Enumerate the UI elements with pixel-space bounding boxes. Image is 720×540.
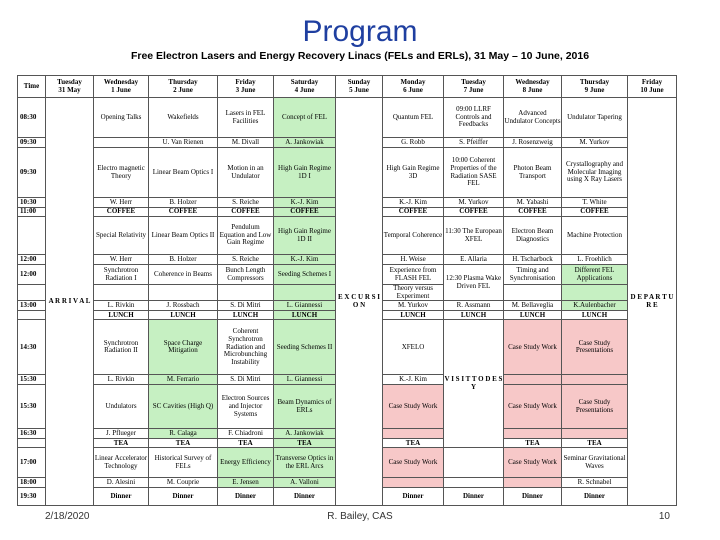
- time-cell: 15:30: [18, 385, 46, 429]
- visit-vertical-text: V I S I T T O D E S Y: [444, 375, 503, 391]
- speaker-cell: R. Schnabel: [562, 478, 628, 488]
- lecture-cell: Case Study Work: [504, 320, 562, 375]
- lecture-cell: Lasers in FEL Facilities: [218, 98, 274, 138]
- slot-row: [18, 98, 677, 138]
- empty-cell: [383, 429, 444, 439]
- time-cell: 09:30: [18, 148, 46, 198]
- speaker-cell: K.Aulenbacher: [562, 301, 628, 311]
- speaker-cell: K.-J. Kim: [274, 198, 336, 208]
- lecture-cell: Theory versus Experiment: [383, 285, 444, 301]
- speaker-cell: B. Holzer: [149, 255, 218, 265]
- lecture-cell: 12:30 Plasma Wake Driven FEL: [444, 265, 504, 301]
- time-cell: 15:30: [18, 375, 46, 385]
- lecture-cell: Crystallography and Molecular Imaging using X Ray Lasers: [562, 148, 628, 198]
- lecture-cell: Case Study Presentations: [562, 385, 628, 429]
- lecture-cell: Electron Sources and Injector Systems: [218, 385, 274, 429]
- coffee-cell: COFFEE: [444, 208, 504, 217]
- speaker-cell: L. Rivkin: [94, 301, 149, 311]
- speaker-cell: L. Giannessi: [274, 375, 336, 385]
- lecture-cell: Case Study Work: [504, 385, 562, 429]
- lecture-cell: Beam Dynamics of ERLs: [274, 385, 336, 429]
- coffee-cell: COFFEE: [504, 208, 562, 217]
- speaker-cell: J. Pflueger: [94, 429, 149, 439]
- dinner-cell: Dinner: [444, 488, 504, 506]
- program-subtitle: Free Electron Lasers and Energy Recovery Linacs (FELs and ERLs), 31 May – 10 June, 2016: [130, 50, 590, 62]
- lecture-cell: Temporal Coherence: [383, 217, 444, 255]
- lecture-cell: Historical Survey of FELs: [149, 448, 218, 478]
- arrival-vertical-text: A R R I V A L: [48, 296, 91, 305]
- time-cell: 08:30: [18, 98, 46, 138]
- lecture-cell: Opening Talks: [94, 98, 149, 138]
- coffee-cell: COFFEE: [149, 208, 218, 217]
- speaker-cell: S. Di Mitri: [218, 301, 274, 311]
- dinner-cell: Dinner: [562, 488, 628, 506]
- lecture-cell: Seeding Schemes I: [274, 265, 336, 285]
- speaker-cell: [94, 138, 149, 148]
- coffee-cell: COFFEE: [383, 208, 444, 217]
- lecture-cell: 10:00 Coherent Properties of the Radiation SASE FEL: [444, 148, 504, 198]
- speaker-cell: L. Giannessi: [274, 301, 336, 311]
- speaker-cell: K.-J. Kim: [383, 198, 444, 208]
- day-header: Friday 3 June: [218, 76, 274, 98]
- lecture-cell: Electro magnetic Theory: [94, 148, 149, 198]
- lecture-cell: Coherent Synchrotron Radiation and Microbunching Instability: [218, 320, 274, 375]
- day-header: Wednesday 1 June: [94, 76, 149, 98]
- slide-title: Program: [302, 15, 418, 48]
- lecture-cell: Photon Beam Transport: [504, 148, 562, 198]
- speaker-cell: J. Rossbach: [149, 301, 218, 311]
- lecture-cell: Machine Protection: [562, 217, 628, 255]
- lecture-cell: Case Study Work: [504, 448, 562, 478]
- empty-cell: [149, 285, 218, 301]
- speaker-cell: U. Van Rienen: [149, 138, 218, 148]
- lecture-cell: Coherence in Beams: [149, 265, 218, 285]
- tea-cell: TEA: [274, 439, 336, 448]
- lecture-cell: Experience from FLASH FEL: [383, 265, 444, 285]
- footer-date: 2/18/2020: [45, 511, 90, 522]
- speaker-cell: E. Allaria: [444, 255, 504, 265]
- lunch-cell: LUNCH: [149, 311, 218, 320]
- lecture-cell: Seeding Schemes II: [274, 320, 336, 375]
- lecture-cell: Synchrotron Radiation II: [94, 320, 149, 375]
- speaker-cell: S. Pfeiffer: [444, 138, 504, 148]
- speaker-cell: M. Yurkov: [444, 198, 504, 208]
- lecture-cell: Timing and Synchronisation: [504, 265, 562, 285]
- program-table-wrap: [17, 75, 676, 506]
- lecture-cell: Seminar Gravitational Waves: [562, 448, 628, 478]
- lecture-cell: Synchrotron Radiation I: [94, 265, 149, 285]
- lecture-cell: XFELO: [383, 320, 444, 375]
- speaker-cell: D. Alesini: [94, 478, 149, 488]
- lecture-cell: High Gain Regime 1D I: [274, 148, 336, 198]
- lecture-cell: Transverse Optics in the ERL Arcs: [274, 448, 336, 478]
- lunch-cell: LUNCH: [383, 311, 444, 320]
- speaker-cell: K.-J. Kim: [274, 255, 336, 265]
- coffee-cell: COFFEE: [274, 208, 336, 217]
- time-cell: 13:00: [18, 301, 46, 311]
- empty-cell: [218, 285, 274, 301]
- speaker-cell: L. Rivkin: [94, 375, 149, 385]
- coffee-cell: COFFEE: [562, 208, 628, 217]
- speaker-cell: E. Jensen: [218, 478, 274, 488]
- speaker-cell: A. Jankowiak: [274, 429, 336, 439]
- lecture-cell: Case Study Presentations: [562, 320, 628, 375]
- dinner-cell: Dinner: [504, 488, 562, 506]
- footer-page-number: 10: [658, 511, 670, 522]
- lecture-cell: Different FEL Applications: [562, 265, 628, 285]
- speaker-cell: G. Robb: [383, 138, 444, 148]
- speaker-cell: A. Jankowiak: [274, 138, 336, 148]
- program-table: [17, 75, 677, 506]
- dinner-cell: Dinner: [218, 488, 274, 506]
- time-cell: 09:30: [18, 138, 46, 148]
- time-cell: [18, 217, 46, 255]
- lecture-cell: Space Charge Mitigation: [149, 320, 218, 375]
- speaker-cell: W. Herr: [94, 255, 149, 265]
- tea-cell: TEA: [218, 439, 274, 448]
- speaker-cell: H. Tscharbock: [504, 255, 562, 265]
- empty-cell: [504, 478, 562, 488]
- speaker-cell: W. Herr: [94, 198, 149, 208]
- lecture-cell: Case Study Work: [383, 448, 444, 478]
- empty-cell: [504, 429, 562, 439]
- time-cell: 12:00: [18, 265, 46, 285]
- lecture-cell: Wakefields: [149, 98, 218, 138]
- time-cell: 12:00: [18, 255, 46, 265]
- empty-cell: [444, 478, 504, 488]
- speaker-cell: S. Reiche: [218, 198, 274, 208]
- empty-cell: [504, 375, 562, 385]
- speaker-cell: M. Ferrario: [149, 375, 218, 385]
- speaker-cell: R. Calaga: [149, 429, 218, 439]
- speaker-cell: M. Yurkov: [562, 138, 628, 148]
- lecture-cell: Linear Accelerator Technology: [94, 448, 149, 478]
- dinner-cell: Dinner: [94, 488, 149, 506]
- lecture-cell: Linear Beam Optics II: [149, 217, 218, 255]
- time-cell: 10:30: [18, 198, 46, 208]
- time-cell: [18, 311, 46, 320]
- empty-cell: [444, 448, 504, 478]
- lecture-cell: Energy Efficiency: [218, 448, 274, 478]
- lunch-cell: LUNCH: [504, 311, 562, 320]
- speaker-cell: F. Chiadroni: [218, 429, 274, 439]
- empty-cell: [562, 285, 628, 301]
- speaker-cell: H. Weise: [383, 255, 444, 265]
- lecture-cell: Quantum FEL: [383, 98, 444, 138]
- day-header: Monday 6 June: [383, 76, 444, 98]
- lunch-cell: LUNCH: [94, 311, 149, 320]
- lecture-cell: Pendulum Equation and Low Gain Regime: [218, 217, 274, 255]
- dinner-cell: Dinner: [149, 488, 218, 506]
- lecture-cell: Undulators: [94, 385, 149, 429]
- empty-cell: [562, 375, 628, 385]
- day-header: Tuesday 31 May: [46, 76, 94, 98]
- time-cell: 18:00: [18, 478, 46, 488]
- day-header: Sunday 5 June: [336, 76, 383, 98]
- lecture-cell: Case Study Work: [383, 385, 444, 429]
- speaker-cell: S. Di Mitri: [218, 375, 274, 385]
- departure-day-cell: [628, 98, 677, 506]
- header-row: [18, 76, 677, 98]
- speaker-cell: L. Froehlich: [562, 255, 628, 265]
- speaker-cell: J. Rosenzweig: [504, 138, 562, 148]
- time-cell: 17:00: [18, 448, 46, 478]
- speaker-cell: M. Yabashi: [504, 198, 562, 208]
- day-header: Thursday 2 June: [149, 76, 218, 98]
- day-header: Friday 10 June: [628, 76, 677, 98]
- speaker-cell: S. Reiche: [218, 255, 274, 265]
- tea-cell: TEA: [504, 439, 562, 448]
- lecture-cell: 09:00 LLRF Controls and Feedbacks: [444, 98, 504, 138]
- tea-cell: TEA: [562, 439, 628, 448]
- time-cell: 11:00: [18, 208, 46, 217]
- time-cell: [18, 285, 46, 301]
- speaker-cell: M. Divall: [218, 138, 274, 148]
- lecture-cell: High Gain Regime 1D II: [274, 217, 336, 255]
- tea-cell: TEA: [94, 439, 149, 448]
- lecture-cell: SC Cavities (High Q): [149, 385, 218, 429]
- excursion-vertical-text: E X C U R S I O N: [337, 293, 380, 309]
- visit-cell: [444, 320, 504, 448]
- tea-cell: TEA: [383, 439, 444, 448]
- day-header: Thursday 9 June: [562, 76, 628, 98]
- speaker-cell: A. Valloni: [274, 478, 336, 488]
- lecture-cell: Concept of FEL: [274, 98, 336, 138]
- empty-cell: [94, 285, 149, 301]
- lecture-cell: Motion in an Undulator: [218, 148, 274, 198]
- speaker-cell: M. Bellaveglia: [504, 301, 562, 311]
- lunch-cell: LUNCH: [274, 311, 336, 320]
- time-cell: 14:30: [18, 320, 46, 375]
- day-header: Saturday 4 June: [274, 76, 336, 98]
- dinner-cell: Dinner: [383, 488, 444, 506]
- empty-cell: [274, 285, 336, 301]
- speaker-cell: B. Holzer: [149, 198, 218, 208]
- coffee-cell: COFFEE: [94, 208, 149, 217]
- excursion-day-cell: [336, 98, 383, 506]
- lecture-cell: Advanced Undulator Concepts: [504, 98, 562, 138]
- lecture-cell: Special Relativity: [94, 217, 149, 255]
- dinner-cell: Dinner: [274, 488, 336, 506]
- lecture-cell: Bunch Length Compressors: [218, 265, 274, 285]
- speaker-cell: M. Yurkov: [383, 301, 444, 311]
- lecture-cell: Linear Beam Optics I: [149, 148, 218, 198]
- speaker-cell: M. Couprie: [149, 478, 218, 488]
- arrival-day-cell: [46, 98, 94, 506]
- day-header: Tuesday 7 June: [444, 76, 504, 98]
- lecture-cell: Undulator Tapering: [562, 98, 628, 138]
- lunch-cell: LUNCH: [562, 311, 628, 320]
- empty-cell: [383, 478, 444, 488]
- speaker-cell: R. Assmann: [444, 301, 504, 311]
- time-cell: 19:30: [18, 488, 46, 506]
- empty-cell: [504, 285, 562, 301]
- footer-author: R. Bailey, CAS: [327, 511, 393, 522]
- lecture-cell: High Gain Regime 3D: [383, 148, 444, 198]
- coffee-cell: COFFEE: [218, 208, 274, 217]
- lecture-cell: Electron Beam Diagnostics: [504, 217, 562, 255]
- empty-cell: [562, 429, 628, 439]
- tea-cell: TEA: [149, 439, 218, 448]
- time-cell: [18, 439, 46, 448]
- lunch-cell: LUNCH: [444, 311, 504, 320]
- speaker-cell: T. White: [562, 198, 628, 208]
- day-header: Wednesday 8 June: [504, 76, 562, 98]
- speaker-cell: K.-J. Kim: [383, 375, 444, 385]
- lecture-cell: 11:30 The European XFEL: [444, 217, 504, 255]
- time-header: Time: [18, 76, 46, 98]
- lunch-cell: LUNCH: [218, 311, 274, 320]
- departure-vertical-text: D E P A R T U R E: [630, 293, 674, 309]
- time-cell: 16:30: [18, 429, 46, 439]
